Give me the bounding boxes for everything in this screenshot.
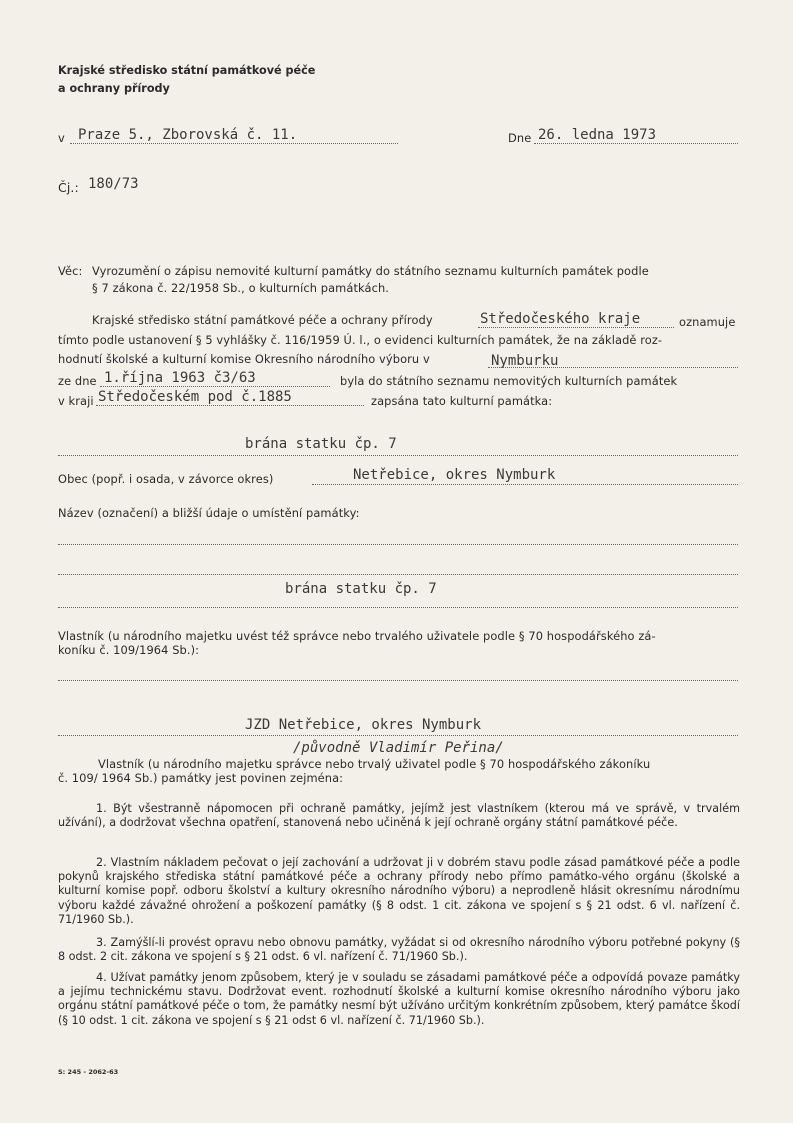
organization-name-line1: Krajské středisko státní památkové péče xyxy=(58,64,316,77)
reference-number: 180/73 xyxy=(88,176,139,192)
monument-title-dotted-line-2 xyxy=(58,574,738,575)
registry-number-dotted-line xyxy=(96,405,364,406)
owner-dotted-line-2 xyxy=(58,735,738,736)
subject-label: Věc: xyxy=(58,264,83,278)
owner-label-line1: Vlastník (u národního majetku uvést též správce nebo trvalého uživatele podle § 70 hospodářského zá- xyxy=(58,629,656,643)
region-value: Středočeského kraje xyxy=(480,311,641,327)
municipality-value: Netřebice, okres Nymburk xyxy=(353,467,556,483)
intro-line3-text: hodnutí školské a kulturní komise Okresního národního výboru v xyxy=(58,352,430,366)
place-value: Praze 5., Zborovská č. 11. xyxy=(78,127,298,143)
duty-paragraph-4 xyxy=(58,971,740,1028)
region-dotted-line xyxy=(478,327,674,328)
duty-4-text: 4. Užívat památky jenom způsobem, který je v souladu se zásadami památkové péče a odpovídá povaze památky a jejímu technickému stavu. Dodržovat event. rozhodnutí školské a kulturní komise okresního národního výboru jako orgánu státní památkové péče o tom, že památky nesmí být užíváno určitým konkrétním způsobem, který památce škodí (§ 10 odst. 1 cit. zákona ve spojení s § 21 odst 6 vl. nařízení č. 71/1960 Sb.). xyxy=(58,971,740,1027)
intro-line5-text: zapsána tato kulturní památka: xyxy=(371,394,553,408)
monument-title-dotted-line-1 xyxy=(58,544,738,545)
duty-2-text: 2. Vlastním nákladem pečovat o její zachování a udržovat ji v dobrém stavu podle zásad památkové péče a podle pokynů krajského střediska státní památkové péče a ochrany přírody nebo přímo památko-vého orgánu (školské a kulturní komise popř. odboru školství a kultury okresního národního výboru) a neprodleně hlásit okresnímu národnímu výboru každé závažné ohrožení a poškození památky (§ 8 odst. 1 cit. zákona ve spojení s § 21 odst. 6 vl. nařízení č. 71/1960 Sb.). xyxy=(58,856,740,926)
intro-line1-end: oznamuje xyxy=(679,315,736,329)
print-code: S: 245 - 2062-63 xyxy=(58,1068,119,1076)
owner-value: JZD Netřebice, okres Nymburk xyxy=(245,717,482,733)
duty-3-text: 3. Zamýšlí-li provést opravu nebo obnovu památky, vyžádat si od okresního národního výboru potřebné pokyny (§ 8 odst. 2 cit. zákona ve spojení s § 21 odst. 6 vl. nařízení č. 71/1960 Sb.). xyxy=(58,936,740,964)
intro-line2: tímto podle ustanovení § 5 vyhlášky č. 116/1959 Ú. l., o evidenci kulturních památek, že na základě roz- xyxy=(58,333,663,347)
monument-title-label: Název (označení) a bližší údaje o umístění památky: xyxy=(58,506,360,520)
original-owner-value: /původně Vladimír Peřina/ xyxy=(293,740,504,756)
decision-date-value: 1.října 1963 č3/63 xyxy=(104,370,256,386)
duty-paragraph-1 xyxy=(58,802,740,830)
subject-line2: § 7 zákona č. 22/1958 Sb., o kulturních památkách. xyxy=(92,281,389,295)
duties-intro-line1: Vlastník (u národního majetku správce nebo trvalý uživatel podle § 70 hospodářského zákoníku xyxy=(98,757,651,771)
reference-label: Čj.: xyxy=(58,180,79,195)
place-dotted-line xyxy=(70,143,398,144)
owner-dotted-line-1 xyxy=(58,680,738,681)
municipality-dotted-line xyxy=(312,484,738,485)
date-label: Dne xyxy=(508,131,532,145)
monument-name-dotted-line xyxy=(58,455,738,456)
monument-title-value: brána statku čp. 7 xyxy=(285,581,437,597)
intro-line1-text: Krajské středisko státní památkové péče a ochrany přírody xyxy=(92,313,433,327)
monument-name: brána statku čp. 7 xyxy=(245,436,397,452)
organization-name-line2: a ochrany přírody xyxy=(58,82,170,95)
duties-intro-line2: č. 109/ 1964 Sb.) památky jest povinen zejména: xyxy=(58,771,344,785)
date-dotted-line xyxy=(534,143,738,144)
intro-line4-text: byla do státního seznamu nemovitých kulturních památek xyxy=(340,374,678,388)
registry-number-value: Středočeském pod č.1885 xyxy=(98,389,292,405)
duty-paragraph-3 xyxy=(58,936,740,964)
subject-line1: Vyrozumění o zápisu nemovité kulturní památky do státního seznamu kulturních památek podle xyxy=(92,264,649,278)
duty-1-text: 1. Být všestranně nápomocen při ochraně památky, jejímž jest vlastníkem (kterou má ve správě, v trvalém užívání), a dodržovat všechna opatření, stanovená nebo učiněná k její ochraně orgány státní památkové péče. xyxy=(58,802,740,830)
place-label: v xyxy=(58,131,65,145)
intro-line5-label: v kraji xyxy=(58,394,94,408)
district-dotted-line xyxy=(488,367,738,368)
owner-label-line2: koníku č. 109/1964 Sb.): xyxy=(58,643,200,657)
monument-title-dotted-line-3 xyxy=(58,607,738,608)
district-value: Nymburku xyxy=(491,353,559,369)
decision-date-dotted-line xyxy=(100,386,330,387)
duty-paragraph-2 xyxy=(58,856,740,927)
municipality-label: Obec (popř. i osada, v závorce okres) xyxy=(58,472,274,486)
date-value: 26. ledna 1973 xyxy=(538,127,657,143)
intro-line4-label: ze dne xyxy=(58,374,97,388)
